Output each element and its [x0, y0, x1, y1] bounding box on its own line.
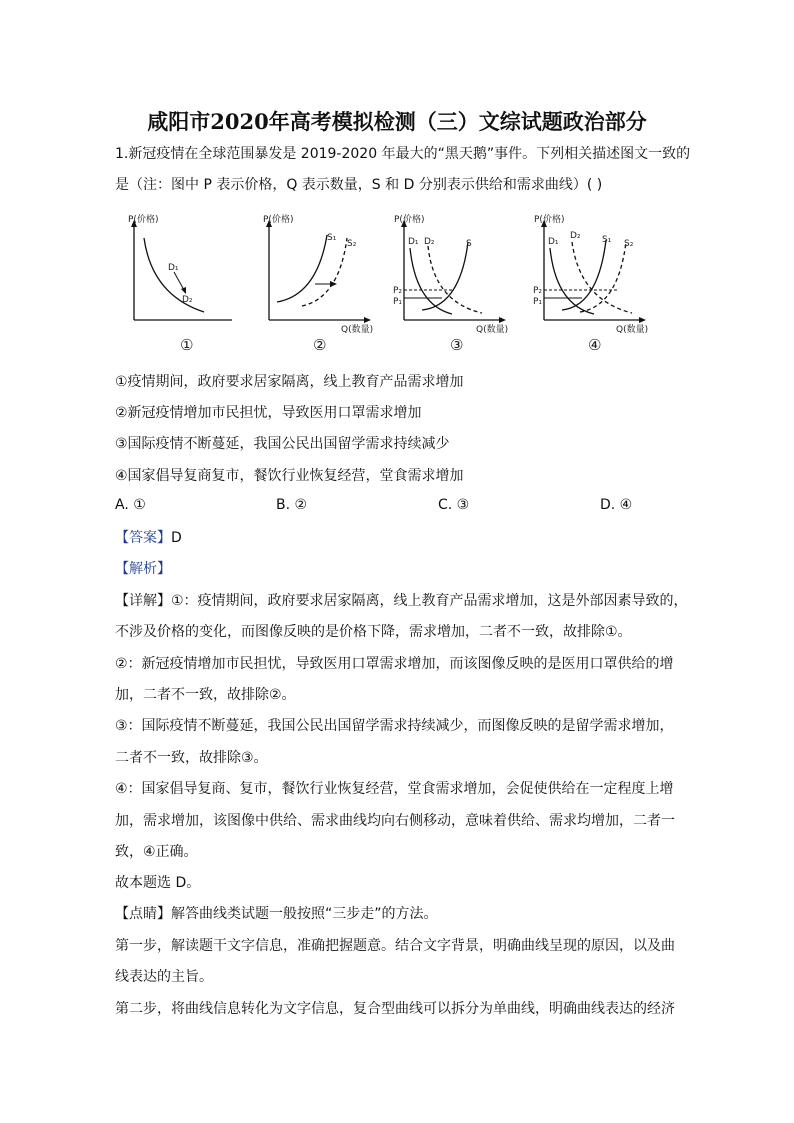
curve-label: D₁ — [548, 237, 559, 247]
statement: ③国际疫情不断蔓延，我国公民出国留学需求持续减少 — [115, 436, 450, 452]
graph-number: ④ — [588, 336, 602, 354]
graph-1 — [112, 210, 252, 360]
analysis-tag: 【解析】 — [115, 561, 171, 577]
price-label: P₂ — [533, 286, 543, 296]
curve-label: D₁ — [408, 237, 419, 247]
curve-label: S₁ — [602, 235, 612, 245]
detail-line: 不涉及价格的变化，而图像反映的是价格下降，需求增加，二者不一致，故排除①。 — [115, 624, 632, 640]
graph-figure — [112, 210, 672, 360]
statement: ④国家倡导复商复市，餐饮行业恢复经营，堂食需求增加 — [115, 468, 464, 484]
statement: ①疫情期间，政府要求居家隔离，线上教育产品需求增加 — [115, 374, 464, 390]
detail-line: ②：新冠疫情增加市民担忧，导致医用口罩需求增加，而该图像反映的是医用口罩供给的增 — [115, 656, 674, 672]
graph-3 — [382, 210, 522, 360]
detail-line: 致，④正确。 — [115, 844, 198, 860]
supply-curve-s1 — [277, 235, 327, 302]
graph-3-xlabel: Q(数量) — [476, 325, 509, 335]
graph-number: ① — [180, 336, 194, 354]
graph-4 — [522, 210, 662, 360]
graph-2-xlabel: Q(数量) — [341, 325, 374, 335]
curve-label: D₂ — [570, 231, 581, 241]
graph-2-ylabel: P(价格) — [263, 215, 294, 225]
option-b: B. ② — [276, 497, 308, 513]
detail-text: ①：疫情期间，政府要求居家隔离，线上教育产品需求增加，这是外部因素导致的， — [171, 593, 688, 609]
demand-curve — [144, 238, 204, 312]
curve-label: S₁ — [327, 233, 337, 243]
question-line: 是（注：图中 P 表示价格，Q 表示数量，S 和 D 分别表示供给和需求曲线）( ) — [115, 177, 603, 193]
tip-line — [115, 904, 438, 924]
answer-line — [115, 528, 182, 548]
curve-label: S₂ — [624, 239, 634, 249]
demand-curve-d1 — [410, 248, 452, 314]
detail-line: 故本题选 D。 — [115, 875, 201, 891]
graph-1-ylabel: P(价格) — [128, 215, 159, 225]
curve-label: S₂ — [347, 239, 357, 249]
statement: ②新冠疫情增加市民担忧，导致医用口罩需求增加 — [115, 405, 422, 421]
detail-line: ④：国家倡导复商、复市，餐饮行业恢复经营，堂食需求增加，会促使供给在一定程度上增 — [115, 781, 674, 797]
page-title: 咸阳市2020年高考模拟检测（三）文综试题政治部分 — [147, 109, 647, 134]
tip-text: 解答曲线类试题一般按照“三步走”的方法。 — [171, 906, 438, 922]
graph-number: ③ — [450, 336, 464, 354]
price-label: P₂ — [393, 286, 403, 296]
question-line: 1.新冠疫情在全球范围暴发是 2019-2020 年最大的“黑天鹅”事件。下列相关描述图文一致的 — [115, 146, 691, 162]
option-c: C. ③ — [438, 497, 470, 513]
answer-tag: 【答案】 — [115, 530, 171, 546]
step-line: 第一步，解读题干文字信息，准确把握题意。结合文字背景，明确曲线呈现的原因，以及曲 — [115, 938, 675, 954]
detail-line: 加，需求增加，该图像中供给、需求曲线均向右侧移动，意味着供给、需求均增加，二者一 — [115, 813, 675, 829]
tip-tag: 【点睛】 — [115, 906, 171, 922]
curve-label: D₁ — [168, 263, 179, 273]
curve-label: D₂ — [182, 295, 193, 305]
step-line: 第二步，将曲线信息转化为文字信息，复合型曲线可以拆分为单曲线，明确曲线表达的经济 — [115, 1001, 675, 1017]
supply-curve-s2 — [580, 242, 626, 312]
graph-4-xlabel: Q(数量) — [616, 325, 649, 335]
graph-number: ② — [313, 336, 327, 354]
detail-line — [115, 591, 688, 611]
price-label: P₁ — [533, 297, 543, 307]
graph-4-ylabel: P(价格) — [534, 215, 565, 225]
detail-line: 二者不一致，故排除③。 — [115, 750, 268, 766]
detail-tag: 【详解】 — [115, 593, 171, 609]
option-a: A. ① — [115, 497, 146, 513]
option-d: D. ④ — [600, 497, 633, 513]
graph-3-svg — [382, 210, 522, 360]
demand-curve-d2 — [428, 246, 482, 313]
graph-1-svg — [112, 210, 252, 360]
graph-3-ylabel: P(价格) — [394, 215, 425, 225]
graph-2-svg — [247, 210, 387, 360]
step-line: 线表达的主旨。 — [115, 969, 213, 985]
detail-line: 加，二者不一致，故排除②。 — [115, 687, 296, 703]
shift-arrow — [174, 272, 184, 290]
curve-label: S — [466, 239, 472, 249]
graph-4-svg — [522, 210, 662, 360]
answer-value: D — [171, 530, 182, 546]
detail-line: ③：国际疫情不断蔓延，我国公民出国留学需求持续减少，而图像反映的是留学需求增加， — [115, 718, 674, 734]
graph-2 — [247, 210, 387, 360]
curve-label: D₂ — [424, 237, 435, 247]
demand-curve-d1 — [550, 248, 594, 314]
price-label: P₁ — [393, 297, 403, 307]
